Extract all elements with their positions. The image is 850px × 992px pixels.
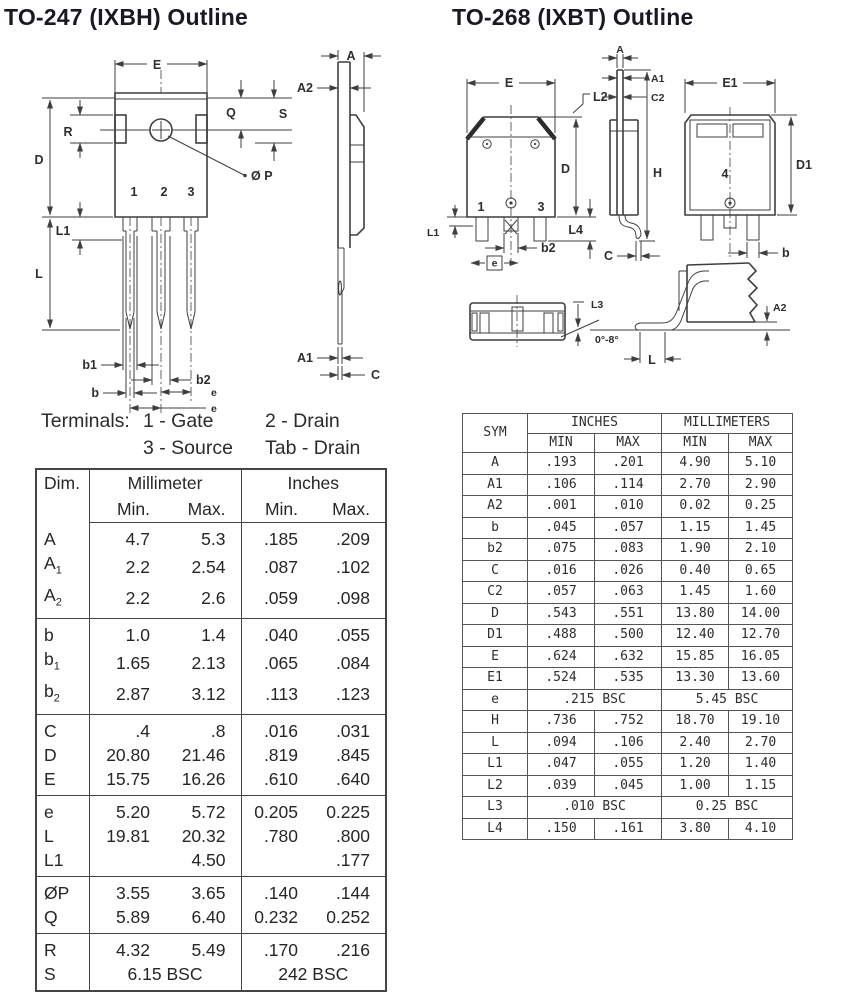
cell-sym: A1 [463,474,528,496]
cell-dim [36,647,89,679]
table-row [36,877,386,906]
to247-outline-drawing [0,48,440,420]
cell-inMin: .047 [528,754,595,776]
pin3-label: 3 [537,200,545,214]
to268-front-view [427,76,608,270]
table-row [36,848,386,877]
cell-sym: b2 [463,539,528,561]
cell-mmMin: 1.00 [662,775,729,797]
cell-mmMin: 2.87 [115,684,150,705]
cell-inMax: .084 [335,652,370,673]
cell-mmMax: 20.32 [165,824,241,848]
dim-label-A2: A2 [773,302,787,314]
table-row [36,962,386,991]
table-row [36,715,386,744]
cell-inMin: .040 [241,619,313,648]
cell-mmMax: 16.26 [165,767,241,796]
cell-sym: C2 [463,582,528,604]
dim-label-C: C [603,249,613,263]
cell-mmMin: 4.32 [89,934,165,963]
dim-label-b: b [91,386,99,400]
table-row [463,668,793,690]
header-sym: SYM [463,414,528,453]
dim-symbol: L1 [44,850,64,870]
cell-dim [36,934,89,963]
dim-symbol-subscript: 1 [55,564,62,577]
cell-inMin: .193 [528,453,595,475]
cell-inMin: .150 [528,818,595,840]
cell-inMax: .209 [335,529,370,549]
dim-symbol-subscript: 2 [53,692,60,704]
dim-symbol: e [44,802,54,822]
cell-mmMax: 2.90 [729,474,793,496]
cell-dim [36,824,89,848]
dim-label-C2: C2 [651,92,665,104]
cell-mmMax: 3.12 [165,679,241,715]
dim-symbol: Q [44,907,58,927]
cell-inMax: .026 [595,560,662,582]
cell-in-bsc: .215 BSC [528,689,662,711]
header-inches: INCHES [528,414,662,434]
table-row [463,603,793,625]
dim-label-A: A [346,49,356,63]
cell-mmMax: 3.65 [165,877,241,906]
cell-mmMax: .8 [165,715,241,744]
dim-label-L: L [648,353,656,367]
header-millimeter: Millimeter [89,469,241,496]
cell-mmMax: 21.46 [165,743,241,767]
dim-label-P: Ø P [251,169,273,183]
table-row [463,711,793,733]
header-in-max: Max. [313,496,386,523]
cell-inMax: .177 [335,850,370,870]
cell-mm-bsc: 5.45 BSC [662,689,793,711]
cell-inMin: .087 [263,556,298,577]
dim-label-b: b [782,246,790,260]
cell-mmMax: 5.49 [165,934,241,963]
cell-inMax: .845 [335,745,370,765]
dim-symbol: A [44,528,56,549]
dim-symbol: b [44,680,54,701]
dim-label-D: D [34,153,44,167]
cell-mmMin: 15.85 [662,646,729,668]
dim-symbol: A [44,553,56,573]
cell-dim [36,877,89,906]
cell-inMin: .543 [528,603,595,625]
cell-inMax: .063 [595,582,662,604]
cell-sym: E1 [463,668,528,690]
cell-mmMin: 1.0 [89,619,165,648]
cell-sym: L4 [463,818,528,840]
dim-label-D1: D1 [796,158,812,172]
table-row [463,818,793,840]
cell-mmMin: 19.81 [106,826,150,846]
cell-sym: L1 [463,754,528,776]
cell-inMin: .819 [263,745,298,765]
cell-in-bsc: .010 BSC [528,797,662,819]
dim-label-E: E [152,58,162,72]
dim-label-L2: L2 [593,90,608,104]
cell-mmMax: 1.60 [729,582,793,604]
dim-symbol: D [44,745,57,765]
cell-mmMin: 2.2 [125,556,150,577]
dim-label-E: E [504,76,514,90]
cell-mmMax: 16.05 [729,646,793,668]
dim-label-Q: Q [226,106,236,120]
cell-mmMin: 20.80 [106,745,150,765]
cell-sym: C [463,560,528,582]
dim-label-C: C [371,368,381,382]
dim-symbol: E [44,769,56,789]
header-mm-max: Max. [165,496,241,523]
cell-mmMin: 1.15 [662,517,729,539]
dim-label-L3: L3 [591,299,604,311]
cell-mmMax: 2.70 [729,732,793,754]
cell-inMin: .624 [528,646,595,668]
table-row [36,679,386,715]
cell-sym: A [463,453,528,475]
cell-sym: b [463,517,528,539]
cell-mmMin: 1.45 [662,582,729,604]
dim-label-A2: A2 [297,81,313,95]
table-row [36,619,386,648]
cell-mmMax: 0.25 [729,496,793,518]
cell-mmMin: 2.2 [125,588,150,609]
cell-inMin: .094 [528,732,595,754]
cell-inMax: .114 [595,474,662,496]
table-header-row [463,414,793,434]
to268-title: TO-268 (IXBT) Outline [452,4,694,30]
dim-label-H: H [653,166,663,180]
table-row [36,767,386,796]
to268-lead-bend-detail [561,263,790,367]
cell-inMax: .055 [313,619,386,648]
cell-inMin: .016 [241,715,313,744]
cell-mmMin: 13.30 [662,668,729,690]
table-row [36,934,386,963]
cell-mmMin: 1.20 [662,754,729,776]
cell-mm-bsc: 6.15 BSC [89,962,241,991]
cell-mmMax: 2.13 [165,647,241,679]
cell-mmMin [89,848,165,877]
dim-label-A1: A1 [651,73,665,85]
pin2-label: 2 [160,185,168,199]
to268-dimension-table [462,413,793,840]
table-row [463,517,793,539]
dim-symbol: S [44,964,56,984]
table-row [463,797,793,819]
table-row [36,743,386,767]
cell-mmMin: 4.7 [125,529,150,549]
header-in-min: Min. [241,496,313,523]
to268-side-view [602,44,665,263]
cell-mmMax: 1.15 [729,775,793,797]
cell-dim [36,767,89,796]
cell-inMax: .632 [595,646,662,668]
cell-inMax: .500 [595,625,662,647]
header-mm-min: Min. [89,496,165,523]
pin4-label: 4 [721,167,729,181]
cell-inMin: 0.232 [254,907,298,927]
cell-sym: D1 [463,625,528,647]
dim-symbol: C [44,721,57,741]
cell-dim [36,523,89,552]
dim-label-A1: A1 [297,351,313,365]
terminals-heading: Terminals: [41,410,130,432]
cell-dim [36,679,89,715]
cell-inMin: 0.205 [241,796,313,825]
table-row [36,824,386,848]
cell-inMax: .123 [335,684,370,705]
cell-inMax: .535 [595,668,662,690]
table-row [463,689,793,711]
cell-inMin: .610 [263,769,298,789]
cell-inMin: .113 [265,684,298,705]
table-row [463,582,793,604]
cell-inMax: .216 [313,934,386,963]
cell-dim [36,715,89,744]
to247-side-view [297,49,381,382]
cell-mmMax: 2.54 [165,551,241,583]
dim-label-L1: L1 [427,227,440,239]
cell-sym: L3 [463,797,528,819]
table-row [36,647,386,679]
cell-mmMax: 0.65 [729,560,793,582]
cell-inMax: .083 [595,539,662,561]
table-row [463,560,793,582]
cell-mmMin: 18.70 [662,711,729,733]
cell-sym: L [463,732,528,754]
table-row [36,523,386,552]
dim-symbol: A [44,584,56,605]
cell-inMax: .045 [595,775,662,797]
cell-sym: E [463,646,528,668]
cell-mmMax: 6.40 [165,905,241,934]
cell-dim [36,905,89,934]
cell-mmMax: 5.72 [165,796,241,825]
cell-inMin: .736 [528,711,595,733]
dim-symbol: L [44,826,54,846]
table-row [463,496,793,518]
header-in-min: MIN [528,433,595,453]
dim-symbol: b [44,625,54,645]
dim-label-S: S [278,107,288,121]
cell-inMax: .106 [595,732,662,754]
table-row [36,551,386,583]
cell-inMax: .752 [595,711,662,733]
cell-inMax: .161 [595,818,662,840]
cell-inMax: 0.225 [313,796,386,825]
cell-inMin: .140 [241,877,313,906]
cell-mmMin: 13.80 [662,603,729,625]
cell-inMin [241,848,313,877]
header-millimeters: MILLIMETERS [662,414,793,434]
terminal-1: 1 - Gate [143,410,214,432]
cell-dim [36,743,89,767]
dim-symbol: ØP [44,883,70,903]
cell-mmMin: 1.90 [662,539,729,561]
terminal-tab: Tab - Drain [265,437,361,459]
pin1-label: 1 [477,200,485,214]
dim-symbol: b [44,649,54,669]
cell-mmMax: 5.3 [165,523,241,552]
pin3-label: 3 [187,185,195,199]
header-mm-min: MIN [662,433,729,453]
dim-label-e2: e [211,403,217,415]
table-row [463,453,793,475]
cell-mmMin: 15.75 [106,769,150,789]
cell-dim [36,583,89,619]
terminal-3: 3 - Source [143,437,233,459]
cell-mmMax: 4.10 [729,818,793,840]
cell-mmMin: 0.40 [662,560,729,582]
dim-label-b2: b2 [541,241,556,255]
cell-mmMin: 3.80 [662,818,729,840]
dim-label-L: L [35,267,43,281]
cell-mmMin: 5.20 [89,796,165,825]
pin1-label: 1 [130,185,138,199]
table-header-row [36,469,386,496]
cell-mmMax: 2.10 [729,539,793,561]
table-row [463,625,793,647]
cell-inMax: .640 [335,769,370,789]
header-in-max: MAX [595,433,662,453]
dim-label-b1: b1 [82,358,97,372]
to268-outline-drawing [425,45,850,405]
terminal-2: 2 - Drain [265,410,340,432]
cell-inMin: .185 [263,529,298,549]
cell-mmMax: 14.00 [729,603,793,625]
table-row [36,905,386,934]
header-dim: Dim. [36,469,89,523]
to247-title: TO-247 (IXBH) Outline [4,4,249,30]
cell-mmMax: 1.4 [165,619,241,648]
cell-inMin: .039 [528,775,595,797]
cell-dim [36,619,89,648]
cell-inMax: .144 [313,877,386,906]
table-row [463,539,793,561]
table-header-row [36,496,386,523]
dim-label-A: A [616,44,624,56]
table-row [36,796,386,825]
table-row [463,775,793,797]
cell-inMin: .075 [528,539,595,561]
cell-inMin: .524 [528,668,595,690]
cell-dim [36,962,89,991]
header-inches: Inches [287,473,340,493]
dim-label-E1: E1 [722,76,738,90]
dim-label-angle: 0°-8° [595,334,619,346]
cell-mmMax: 5.10 [729,453,793,475]
cell-inMin: .065 [263,652,298,673]
header-mm-max: MAX [729,433,793,453]
table-row [463,646,793,668]
table-row [463,732,793,754]
to247-front-view [34,58,292,415]
dim-label-L1: L1 [55,224,71,238]
terminals-legend [0,410,440,468]
cell-mmMin: 1.65 [115,652,150,673]
cell-mmMin: 4.90 [662,453,729,475]
cell-inMin: .059 [263,588,298,609]
cell-mmMax: 1.45 [729,517,793,539]
dim-symbol-subscript: 2 [55,596,62,608]
cell-inMax: .201 [595,453,662,475]
cell-mmMax: 1.40 [729,754,793,776]
cell-mmMin: 3.55 [89,877,165,906]
cell-sym: e [463,689,528,711]
dim-label-L4: L4 [568,223,583,237]
cell-sym: A2 [463,496,528,518]
cell-sym: D [463,603,528,625]
cell-inMin: .016 [528,560,595,582]
dim-label-e: e [491,257,498,270]
cell-in-bsc: 242 BSC [278,964,349,984]
cell-dim [36,551,89,583]
dim-symbol: R [44,940,57,960]
cell-sym: H [463,711,528,733]
to268-back-view [685,76,812,260]
cell-mmMin: 5.89 [115,907,150,927]
cell-inMax: .098 [335,588,370,609]
cell-inMax: .800 [335,826,370,846]
cell-dim [36,848,89,877]
cell-sym: L2 [463,775,528,797]
cell-mmMax: 4.50 [165,848,241,877]
cell-mmMax: 2.6 [165,583,241,619]
table-row [36,583,386,619]
cell-dim [36,796,89,825]
cell-mmMin: 0.02 [662,496,729,518]
cell-mmMax: 13.60 [729,668,793,690]
cell-inMin: .001 [528,496,595,518]
cell-inMax: 0.252 [326,907,370,927]
cell-inMax: .102 [335,556,370,577]
to268-bottom-view [470,295,565,347]
cell-mmMin: 2.40 [662,732,729,754]
dim-label-R: R [63,125,73,139]
cell-inMin: .488 [528,625,595,647]
cell-mmMin: 12.40 [662,625,729,647]
cell-inMax: .551 [595,603,662,625]
table-row [463,474,793,496]
dim-symbol-subscript: 1 [53,660,60,673]
cell-inMax: .010 [595,496,662,518]
dim-label-D: D [560,162,570,176]
dim-label-e1: e [211,387,217,399]
table-row [463,754,793,776]
cell-inMin: .045 [528,517,595,539]
cell-inMin: .170 [241,934,313,963]
cell-mmMin: 2.70 [662,474,729,496]
cell-inMin: .780 [263,826,298,846]
cell-inMin: .057 [528,582,595,604]
cell-mmMax: 19.10 [729,711,793,733]
cell-inMax: .055 [595,754,662,776]
cell-mm-bsc: 0.25 BSC [662,797,793,819]
dim-label-b2: b2 [196,373,211,387]
cell-mmMin: .4 [89,715,165,744]
cell-inMin: .106 [528,474,595,496]
cell-mmMax: 12.70 [729,625,793,647]
cell-inMax: .031 [313,715,386,744]
cell-inMax: .057 [595,517,662,539]
to247-dimension-table [35,468,387,992]
